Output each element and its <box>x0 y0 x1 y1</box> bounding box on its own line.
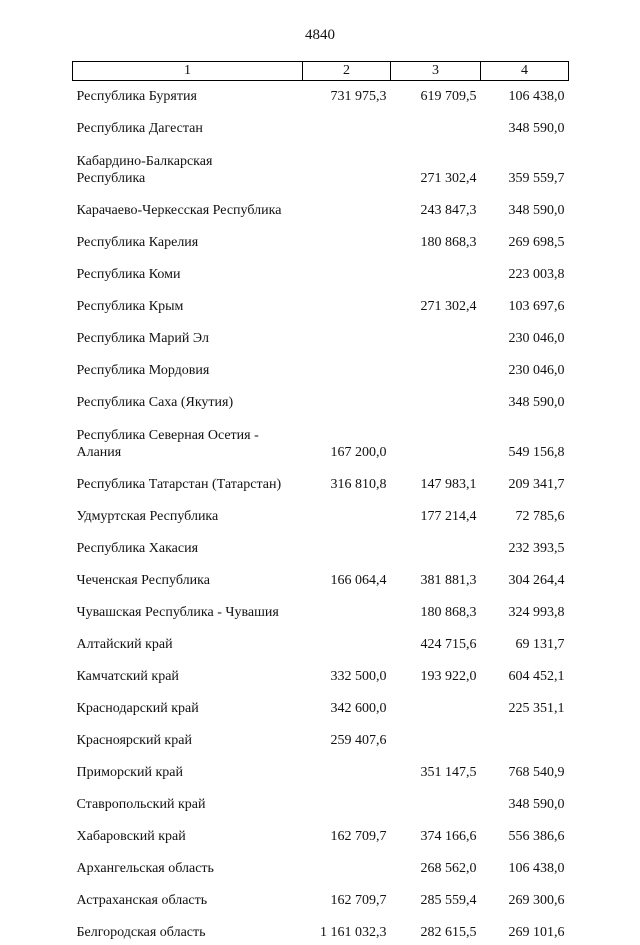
value-col-3-cell: 180 868,3 <box>391 593 481 625</box>
table-row <box>73 753 569 785</box>
table-row <box>73 223 569 255</box>
table-body <box>73 81 569 945</box>
value-col-3-cell <box>391 109 481 141</box>
region-name-cell: Удмуртская Республика <box>73 497 303 529</box>
value-col-2-cell <box>303 351 391 383</box>
value-col-2-cell <box>303 497 391 529</box>
value-col-3-cell <box>391 529 481 561</box>
value-col-2-cell: 1 161 032,3 <box>303 913 391 945</box>
value-col-3-cell: 351 147,5 <box>391 753 481 785</box>
value-col-2-cell <box>303 529 391 561</box>
value-col-2-cell <box>303 255 391 287</box>
value-col-2-cell <box>303 223 391 255</box>
value-col-4-cell: 556 386,6 <box>481 817 569 849</box>
region-name-cell: Республика Коми <box>73 255 303 287</box>
region-name-cell: Республика Бурятия <box>73 81 303 110</box>
table-row <box>73 849 569 881</box>
table-row <box>73 255 569 287</box>
value-col-2-cell: 166 064,4 <box>303 561 391 593</box>
value-col-4-cell <box>481 721 569 753</box>
value-col-3-cell <box>391 721 481 753</box>
value-col-4-cell: 223 003,8 <box>481 255 569 287</box>
table-row <box>73 351 569 383</box>
region-name-cell: Белгородская область <box>73 913 303 945</box>
value-col-2-cell: 342 600,0 <box>303 689 391 721</box>
value-col-4-cell: 604 452,1 <box>481 657 569 689</box>
region-name-cell: Красноярский край <box>73 721 303 753</box>
value-col-3-cell <box>391 785 481 817</box>
value-col-3-cell: 147 983,1 <box>391 465 481 497</box>
value-col-4-cell: 225 351,1 <box>481 689 569 721</box>
value-col-4-cell: 348 590,0 <box>481 785 569 817</box>
table-row <box>73 785 569 817</box>
budget-table <box>72 61 569 945</box>
table-row <box>73 657 569 689</box>
table-row <box>73 561 569 593</box>
value-col-2-cell <box>303 625 391 657</box>
region-name-cell: Архангельская область <box>73 849 303 881</box>
table-row <box>73 287 569 319</box>
table-row <box>73 529 569 561</box>
region-name-cell: Ставропольский край <box>73 785 303 817</box>
table-row <box>73 593 569 625</box>
table-row <box>73 81 569 110</box>
value-col-4-cell: 269 698,5 <box>481 223 569 255</box>
header-col-4: 4 <box>481 62 569 81</box>
value-col-3-cell: 619 709,5 <box>391 81 481 110</box>
value-col-2-cell: 259 407,6 <box>303 721 391 753</box>
value-col-4-cell: 209 341,7 <box>481 465 569 497</box>
table-row <box>73 383 569 415</box>
value-col-4-cell: 232 393,5 <box>481 529 569 561</box>
value-col-3-cell: 180 868,3 <box>391 223 481 255</box>
table-row <box>73 191 569 223</box>
value-col-3-cell <box>391 689 481 721</box>
value-col-2-cell: 162 709,7 <box>303 881 391 913</box>
header-col-3: 3 <box>391 62 481 81</box>
table-row <box>73 689 569 721</box>
value-col-2-cell <box>303 593 391 625</box>
value-col-3-cell <box>391 351 481 383</box>
value-col-2-cell <box>303 849 391 881</box>
value-col-4-cell: 348 590,0 <box>481 109 569 141</box>
value-col-2-cell: 332 500,0 <box>303 657 391 689</box>
value-col-3-cell: 424 715,6 <box>391 625 481 657</box>
region-name-cell: Камчатский край <box>73 657 303 689</box>
region-name-cell: Хабаровский край <box>73 817 303 849</box>
value-col-4-cell: 230 046,0 <box>481 351 569 383</box>
value-col-2-cell <box>303 141 391 191</box>
header-col-1: 1 <box>73 62 303 81</box>
value-col-3-cell <box>391 255 481 287</box>
page-number: 4840 <box>0 27 640 44</box>
value-col-3-cell: 374 166,6 <box>391 817 481 849</box>
region-name-cell: Республика Хакасия <box>73 529 303 561</box>
table-row <box>73 721 569 753</box>
value-col-4-cell: 69 131,7 <box>481 625 569 657</box>
region-name-cell: Республика Крым <box>73 287 303 319</box>
value-col-4-cell: 359 559,7 <box>481 141 569 191</box>
value-col-2-cell <box>303 287 391 319</box>
value-col-3-cell <box>391 319 481 351</box>
value-col-3-cell: 177 214,4 <box>391 497 481 529</box>
value-col-4-cell: 230 046,0 <box>481 319 569 351</box>
header-col-2: 2 <box>303 62 391 81</box>
value-col-2-cell <box>303 383 391 415</box>
table-row <box>73 415 569 465</box>
value-col-4-cell: 549 156,8 <box>481 415 569 465</box>
value-col-4-cell: 106 438,0 <box>481 849 569 881</box>
value-col-4-cell: 103 697,6 <box>481 287 569 319</box>
table-row <box>73 465 569 497</box>
region-name-cell: Кабардино-Балкарская Республика <box>73 141 303 191</box>
value-col-4-cell: 348 590,0 <box>481 191 569 223</box>
table-row <box>73 109 569 141</box>
region-name-cell: Республика Саха (Якутия) <box>73 383 303 415</box>
table-row <box>73 625 569 657</box>
region-name-cell: Приморский край <box>73 753 303 785</box>
value-col-2-cell: 316 810,8 <box>303 465 391 497</box>
region-name-cell: Республика Мордовия <box>73 351 303 383</box>
value-col-4-cell: 106 438,0 <box>481 81 569 110</box>
table-row <box>73 817 569 849</box>
value-col-4-cell: 768 540,9 <box>481 753 569 785</box>
value-col-3-cell: 243 847,3 <box>391 191 481 223</box>
value-col-3-cell <box>391 415 481 465</box>
table-row <box>73 881 569 913</box>
region-name-cell: Астраханская область <box>73 881 303 913</box>
table-row <box>73 319 569 351</box>
value-col-4-cell: 269 300,6 <box>481 881 569 913</box>
region-name-cell: Республика Дагестан <box>73 109 303 141</box>
region-name-cell: Республика Марий Эл <box>73 319 303 351</box>
region-name-cell: Чеченская Республика <box>73 561 303 593</box>
region-name-cell: Карачаево-Черкесская Республика <box>73 191 303 223</box>
value-col-2-cell <box>303 109 391 141</box>
value-col-2-cell <box>303 753 391 785</box>
value-col-2-cell <box>303 785 391 817</box>
region-name-cell: Республика Северная Осетия - Алания <box>73 415 303 465</box>
value-col-2-cell <box>303 319 391 351</box>
value-col-4-cell: 304 264,4 <box>481 561 569 593</box>
value-col-3-cell: 381 881,3 <box>391 561 481 593</box>
table-row <box>73 913 569 945</box>
value-col-3-cell: 285 559,4 <box>391 881 481 913</box>
region-name-cell: Республика Карелия <box>73 223 303 255</box>
value-col-2-cell: 167 200,0 <box>303 415 391 465</box>
value-col-2-cell: 162 709,7 <box>303 817 391 849</box>
region-name-cell: Республика Татарстан (Татарстан) <box>73 465 303 497</box>
region-name-cell: Чувашская Республика - Чувашия <box>73 593 303 625</box>
value-col-3-cell: 268 562,0 <box>391 849 481 881</box>
value-col-4-cell: 348 590,0 <box>481 383 569 415</box>
region-name-cell: Краснодарский край <box>73 689 303 721</box>
table-row <box>73 497 569 529</box>
value-col-2-cell <box>303 191 391 223</box>
table-row <box>73 141 569 191</box>
table-header <box>73 62 569 81</box>
header-row <box>73 62 569 81</box>
value-col-3-cell: 271 302,4 <box>391 287 481 319</box>
value-col-3-cell: 271 302,4 <box>391 141 481 191</box>
region-name-cell: Алтайский край <box>73 625 303 657</box>
value-col-3-cell: 282 615,5 <box>391 913 481 945</box>
value-col-4-cell: 324 993,8 <box>481 593 569 625</box>
value-col-2-cell: 731 975,3 <box>303 81 391 110</box>
value-col-3-cell <box>391 383 481 415</box>
value-col-4-cell: 269 101,6 <box>481 913 569 945</box>
value-col-3-cell: 193 922,0 <box>391 657 481 689</box>
value-col-4-cell: 72 785,6 <box>481 497 569 529</box>
